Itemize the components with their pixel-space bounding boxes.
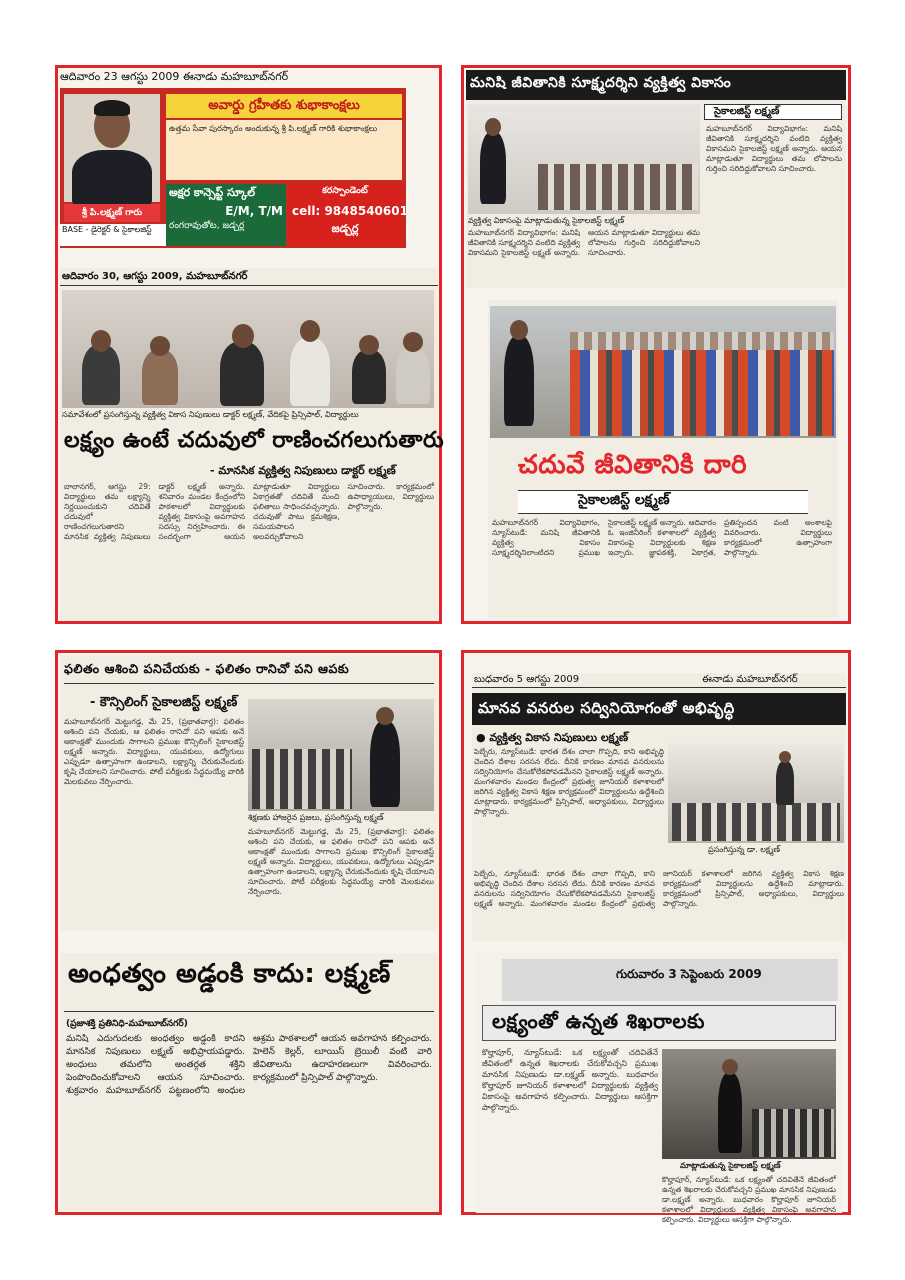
article-clipping bbox=[476, 951, 842, 1224]
article-clipping bbox=[488, 300, 838, 618]
town-name: జడ్చర్ల bbox=[331, 222, 359, 235]
event-photo bbox=[62, 290, 434, 408]
clipping-panel-top-left bbox=[55, 65, 445, 624]
training-photo bbox=[248, 699, 434, 811]
photo-caption: మాట్లాడుతున్న సైకాలజిస్ట్ లక్ష్మణ్ bbox=[680, 1161, 781, 1170]
article-dateline: ఆదివారం 30, ఆగస్టు 2009, మహబూబ్‌నగర్ bbox=[62, 271, 248, 282]
classroom-photo bbox=[668, 743, 844, 843]
article-clipping bbox=[472, 673, 846, 941]
article-clipping bbox=[60, 953, 438, 1211]
article-subhead: ● వ్యక్తిత్వ వికాస నిపుణులు లక్ష్మణ్ bbox=[476, 731, 629, 744]
article-body-right: మహబూబ్‌నగర్ విద్యావిభాగం: మనిషి జీవితానికి సూక్ష్మదర్శిని వంటిది వ్యక్తిత్వ వికాసమని సైకాలజిస్ట్ లక్ష్మణ్ అన్నారు. ఆయన మాట్లాడుతూ విద్యార్థులు తమ లోపాలను గుర్తించి సరిదిద్దుకోవాలని సూచించారు. bbox=[706, 124, 842, 173]
dateline: ఆదివారం 23 ఆగస్టు 2009 ఈనాడు మహబూబ్‌నగర్ bbox=[60, 70, 289, 83]
article-subhead: - కౌన్సిలింగ్ సైకాలజిస్ట్ లక్ష్మణ్ bbox=[90, 695, 238, 710]
article-source: (ప్రజాశక్తి ప్రతినిధి-మహబూబ్‌నగర్) bbox=[66, 1019, 188, 1029]
award-advertisement bbox=[60, 88, 406, 248]
article-body: మహబూబ్‌నగర్ విద్యావిభాగం, న్యూస్‌టుడే: మనిషి జీవితానికి వ్యక్తిత్వ వికాసం సూక్ష్మదర్శినిలాంటిదని ప్రముఖ సైకాలజిస్ట్ లక్ష్మణ్ అన్నారు. ఆదివారం ఓ ఇంజినీరింగ్ కళాశాలలో వ్యక్తిత్వ వికాసంపై విద్యార్థులకు శిక్షణ ఇచ్చారు. జ్ఞాపకశక్తి, ఏకాగ్రత, ప్రతిస్పందన వంటి అంశాలపై వివరించారు. విద్యార్థులు కార్యక్రమంలో ఉత్సాహంగా పాల్గొన్నారు. bbox=[492, 518, 832, 557]
article-body: మనిషి ఎదుగుదలకు అంధత్వం అడ్డంకి కాదని మానసిక నిపుణులు లక్ష్మణ్ అభిప్రాయపడ్డారు. అంధులు తమలోని అంతర్గత శక్తిని పెంపొందించుకోవాలని ఆయన సూచించారు. శుక్రవారం మహబూబ్‌నగర్ పట్టణంలోని అంధుల ఆశ్రమ పాఠశాలలో ఆయన అవగాహన కల్పించారు. హెలెన్ కెల్లర్, లూయిస్ బ్రెయిలీ వంటి వారి జీవితాలను ఉదాహరణలుగా వివరించారు. కార్యక్రమంలో ప్రిన్సిపాల్ పాల్గొన్నారు. bbox=[66, 1034, 432, 1096]
photo-caption: వ్యక్తిత్వ వికాసంపై మాట్లాడుతున్న సైకాలజిస్ట్ లక్ష్మణ్ bbox=[468, 216, 625, 225]
article-headline: చదువే జీవితానికి దారి bbox=[518, 450, 748, 480]
photo-caption: సమావేశంలో ప్రసంగిస్తున్న వ్యక్తిత్వ వికాస నిపుణులు డాక్టర్ లక్ష్మణ్, వేదికపై ప్రిన్సిపాల్, విద్యార్థులు bbox=[62, 410, 359, 419]
clipping-panel-top-right bbox=[461, 65, 851, 624]
dateline: బుధవారం 5 ఆగస్టు 2009 bbox=[474, 674, 580, 685]
article-clipping bbox=[466, 70, 846, 288]
ad-message: ఉత్తమ సేవా పురస్కారం అందుకున్న శ్రీ పి.లక్ష్మణ్ గారికి శుభాకాంక్షలు bbox=[166, 120, 402, 180]
article-clipping bbox=[60, 655, 438, 931]
dateline: గురువారం 3 సెప్టెంబరు 2009 bbox=[616, 967, 762, 981]
lecture-hall-photo bbox=[468, 104, 700, 214]
phone-number: cell: 9848540601 bbox=[292, 204, 408, 218]
article-headline: లక్ష్యంతో ఉన్నత శిఖరాలకు bbox=[492, 1009, 705, 1033]
article-clipping bbox=[60, 268, 445, 620]
clipping-panel-bottom-left bbox=[55, 650, 442, 1215]
article-body: మహబూబ్‌నగర్ మెట్టుగడ్డ, మే 25, (ప్రభాతవార్త): ఫలితం ఆశించి పని చేయకు, ఆ ఫలితం రానిచో పని ఆపకు అనే ఆకాంక్షతో ముందుకు సాగాలని ప్రముఖ కౌన్సిలింగ్ సైకాలజిస్ట్ లక్ష్మణ్ అన్నారు. విద్యార్థులు, యువకులు, ఉద్యోగులు ఎప్పుడూ ఉత్సాహంగా ఉండాలని, లక్ష్యాన్ని చేరుకునేందుకు కృషి చేయాలని సూచించారు. పోటీ పరీక్షలకు సిద్ధమయ్యే వారికి మెలకువలు నేర్పించారు. bbox=[64, 717, 244, 786]
article-body: మహబూబ్‌నగర్ విద్యావిభాగం: మనిషి జీవితానికి సూక్ష్మదర్శిని వంటిది వ్యక్తిత్వ వికాసమని సైకాలజిస్ట్ లక్ష్మణ్ అన్నారు. ఆయన మాట్లాడుతూ విద్యార్థులు తమ లోపాలను గుర్తించి సరిదిద్దుకోవాలని సూచించారు. bbox=[468, 228, 700, 257]
seminar-crowd-photo bbox=[490, 306, 836, 438]
correspondent-label: కరస్పాండెంట్ bbox=[322, 186, 368, 196]
article-headline: ఫలితం ఆశించి పనిచేయకు - ఫలితం రానిచో పని ఆపకు bbox=[64, 661, 350, 676]
article-body-right: కొల్హాపూర్, న్యూస్‌టుడే: ఒక లక్ష్యంతో చదివితేనే జీవితంలో ఉన్నత శిఖరాలకు చేరుకోవచ్చని ప్రముఖ మానసిక నిపుణుడు డా.లక్ష్మణ్ అన్నారు. బుధవారం కొల్హాపూర్ జూనియర్ కళాశాలలో విద్యార్థులకు వ్యక్తిత్వ వికాసంపై అవగాహన కల్పించారు. విద్యార్థులు ఆసక్తిగా పాల్గొన్నారు. bbox=[662, 1175, 836, 1224]
article-headline: అంధత్వం అడ్డంకి కాదు: లక్ష్మణ్ bbox=[68, 959, 391, 989]
article-tag: సైకాలజిస్ట్ లక్ష్మణ్ bbox=[714, 106, 780, 117]
article-tag: సైకాలజిస్ట్ లక్ష్మణ్ bbox=[578, 492, 670, 508]
article-body: కొల్హాపూర్, న్యూస్‌టుడే: ఒక లక్ష్యంతో చదివితేనే జీవితంలో ఉన్నత శిఖరాలకు చేరుకోవచ్చని ప్రముఖ మానసిక నిపుణుడు డా.లక్ష్మణ్ అన్నారు. బుధవారం కొల్హాపూర్ జూనియర్ కళాశాలలో విద్యార్థులకు వ్యక్తిత్వ వికాసంపై అవగాహన కల్పించారు. విద్యార్థులు ఆసక్తిగా పాల్గొన్నారు. bbox=[482, 1048, 658, 1112]
article-body: బాలానగర్, ఆగస్టు 29: విద్యార్థులు తమ లక్ష్యాన్ని నిర్ణయించుకుని చదివితే చదువులో రాణించగలుగుతారని మానసిక వ్యక్తిత్వ నిపుణులు డాక్టర్ లక్ష్మణ్ అన్నారు. శనివారం మండల కేంద్రంలోని పాఠశాలలో విద్యార్థులకు వ్యక్తిత్వ వికాసంపై అవగాహన సదస్సు నిర్వహించారు. ఈ సందర్భంగా ఆయన మాట్లాడుతూ విద్యార్థులు ఏకాగ్రతతో చదివితే మంచి ఫలితాలు సాధించవచ్చన్నారు. చదువుతో పాటు క్రమశిక్షణ, సమయపాలన అలవర్చుకోవాలని సూచించారు. కార్యక్రమంలో ఉపాధ్యాయులు, విద్యార్థులు పాల్గొన్నారు. bbox=[64, 482, 434, 541]
article-headline: మనిషి జీవితానికి సూక్ష్మదర్శిని వ్యక్తిత్వ వికాసం bbox=[470, 75, 732, 91]
article-headline: మానవ వనరుల సద్వినియోగంతో అభివృద్ధి bbox=[478, 699, 735, 717]
speaker-photo bbox=[662, 1049, 836, 1159]
ad-banner-title: అవార్డు గ్రహీతకు శుభాకాంక్షలు bbox=[166, 94, 402, 118]
article-subhead: - మానసిక వ్యక్తిత్వ నిపుణులు డాక్టర్ లక్ష్మణ్ bbox=[210, 464, 396, 477]
school-name: అక్షర కాన్సెప్ట్ స్కూల్ bbox=[169, 186, 256, 199]
portrait-photo bbox=[64, 94, 160, 202]
honoree-designation: BASE - డైరెక్టర్ & సైకాలజిస్ట్ bbox=[60, 224, 172, 246]
article-headline: లక్ష్యం ఉంటే చదువులో రాణించగలుగుతారు bbox=[64, 428, 445, 453]
article-body-right: మహబూబ్‌నగర్ మెట్టుగడ్డ, మే 25, (ప్రభాతవార్త): ఫలితం ఆశించి పని చేయకు, ఆ ఫలితం రానిచో పని ఆపకు అనే ఆకాంక్షతో ముందుకు సాగాలని ప్రముఖ కౌన్సిలింగ్ సైకాలజిస్ట్ లక్ష్మణ్ అన్నారు. విద్యార్థులు, యువకులు, ఉద్యోగులు ఎప్పుడూ ఉత్సాహంగా ఉండాలని, లక్ష్యాన్ని చేరుకునేందుకు కృషి చేయాలని సూచించారు. పోటీ పరీక్షలకు సిద్ధమయ్యే వారికి మెలకువలు నేర్పించారు. bbox=[248, 827, 434, 896]
school-medium: E/M, T/M bbox=[225, 204, 283, 218]
article-body-lower: పెబ్బేరు, న్యూస్‌టుడే: భారత దేశం చాలా గొప్పది, కాని అభివృద్ధి చెందిన దేశాల సరసన లేదు. దీనికి కారణం మానవ వనరులను సద్వినియోగం చేసుకోలేకపోవడమేనని సైకాలజిస్ట్ లక్ష్మణ్ అన్నారు. మంగళవారం మండల కేంద్రంలో ప్రభుత్వ జూనియర్ కళాశాలలో జరిగిన వ్యక్తిత్వ వికాస శిక్షణ కార్యక్రమంలో విద్యార్థులను ఉద్దేశించి మాట్లాడారు. కార్యక్రమంలో ప్రిన్సిపాల్, అధ్యాపకులు, విద్యార్థులు పాల్గొన్నారు. bbox=[474, 869, 844, 908]
clipping-panel-bottom-right bbox=[461, 650, 851, 1224]
article-body: పెబ్బేరు, న్యూస్‌టుడే: భారత దేశం చాలా గొప్పది, కాని అభివృద్ధి చెందిన దేశాల సరసన లేదు. దీనికి కారణం మానవ వనరులను సద్వినియోగం చేసుకోలేకపోవడమేనని సైకాలజిస్ట్ లక్ష్మణ్ అన్నారు. మంగళవారం మండల కేంద్రంలో ప్రభుత్వ జూనియర్ కళాశాలలో జరిగిన వ్యక్తిత్వ వికాస శిక్షణ కార్యక్రమంలో విద్యార్థులను ఉద్దేశించి మాట్లాడారు. కార్యక్రమంలో ప్రిన్సిపాల్, అధ్యాపకులు, విద్యార్థులు పాల్గొన్నారు. bbox=[474, 747, 664, 816]
dateline-paper: ఈనాడు మహబూబ్‌నగర్ bbox=[702, 674, 798, 685]
school-address: రంగరావుతోట, జడ్చర్ల bbox=[169, 221, 245, 231]
photo-caption: ప్రసంగిస్తున్న డా. లక్ష్మణ్ bbox=[708, 845, 781, 854]
photo-caption: శిక్షణకు హాజరైన ప్రజలు, ప్రసంగిస్తున్న లక్ష్మణ్ bbox=[248, 813, 384, 822]
honoree-name: శ్రీ పి.లక్ష్మణ్ గారు bbox=[64, 204, 160, 222]
